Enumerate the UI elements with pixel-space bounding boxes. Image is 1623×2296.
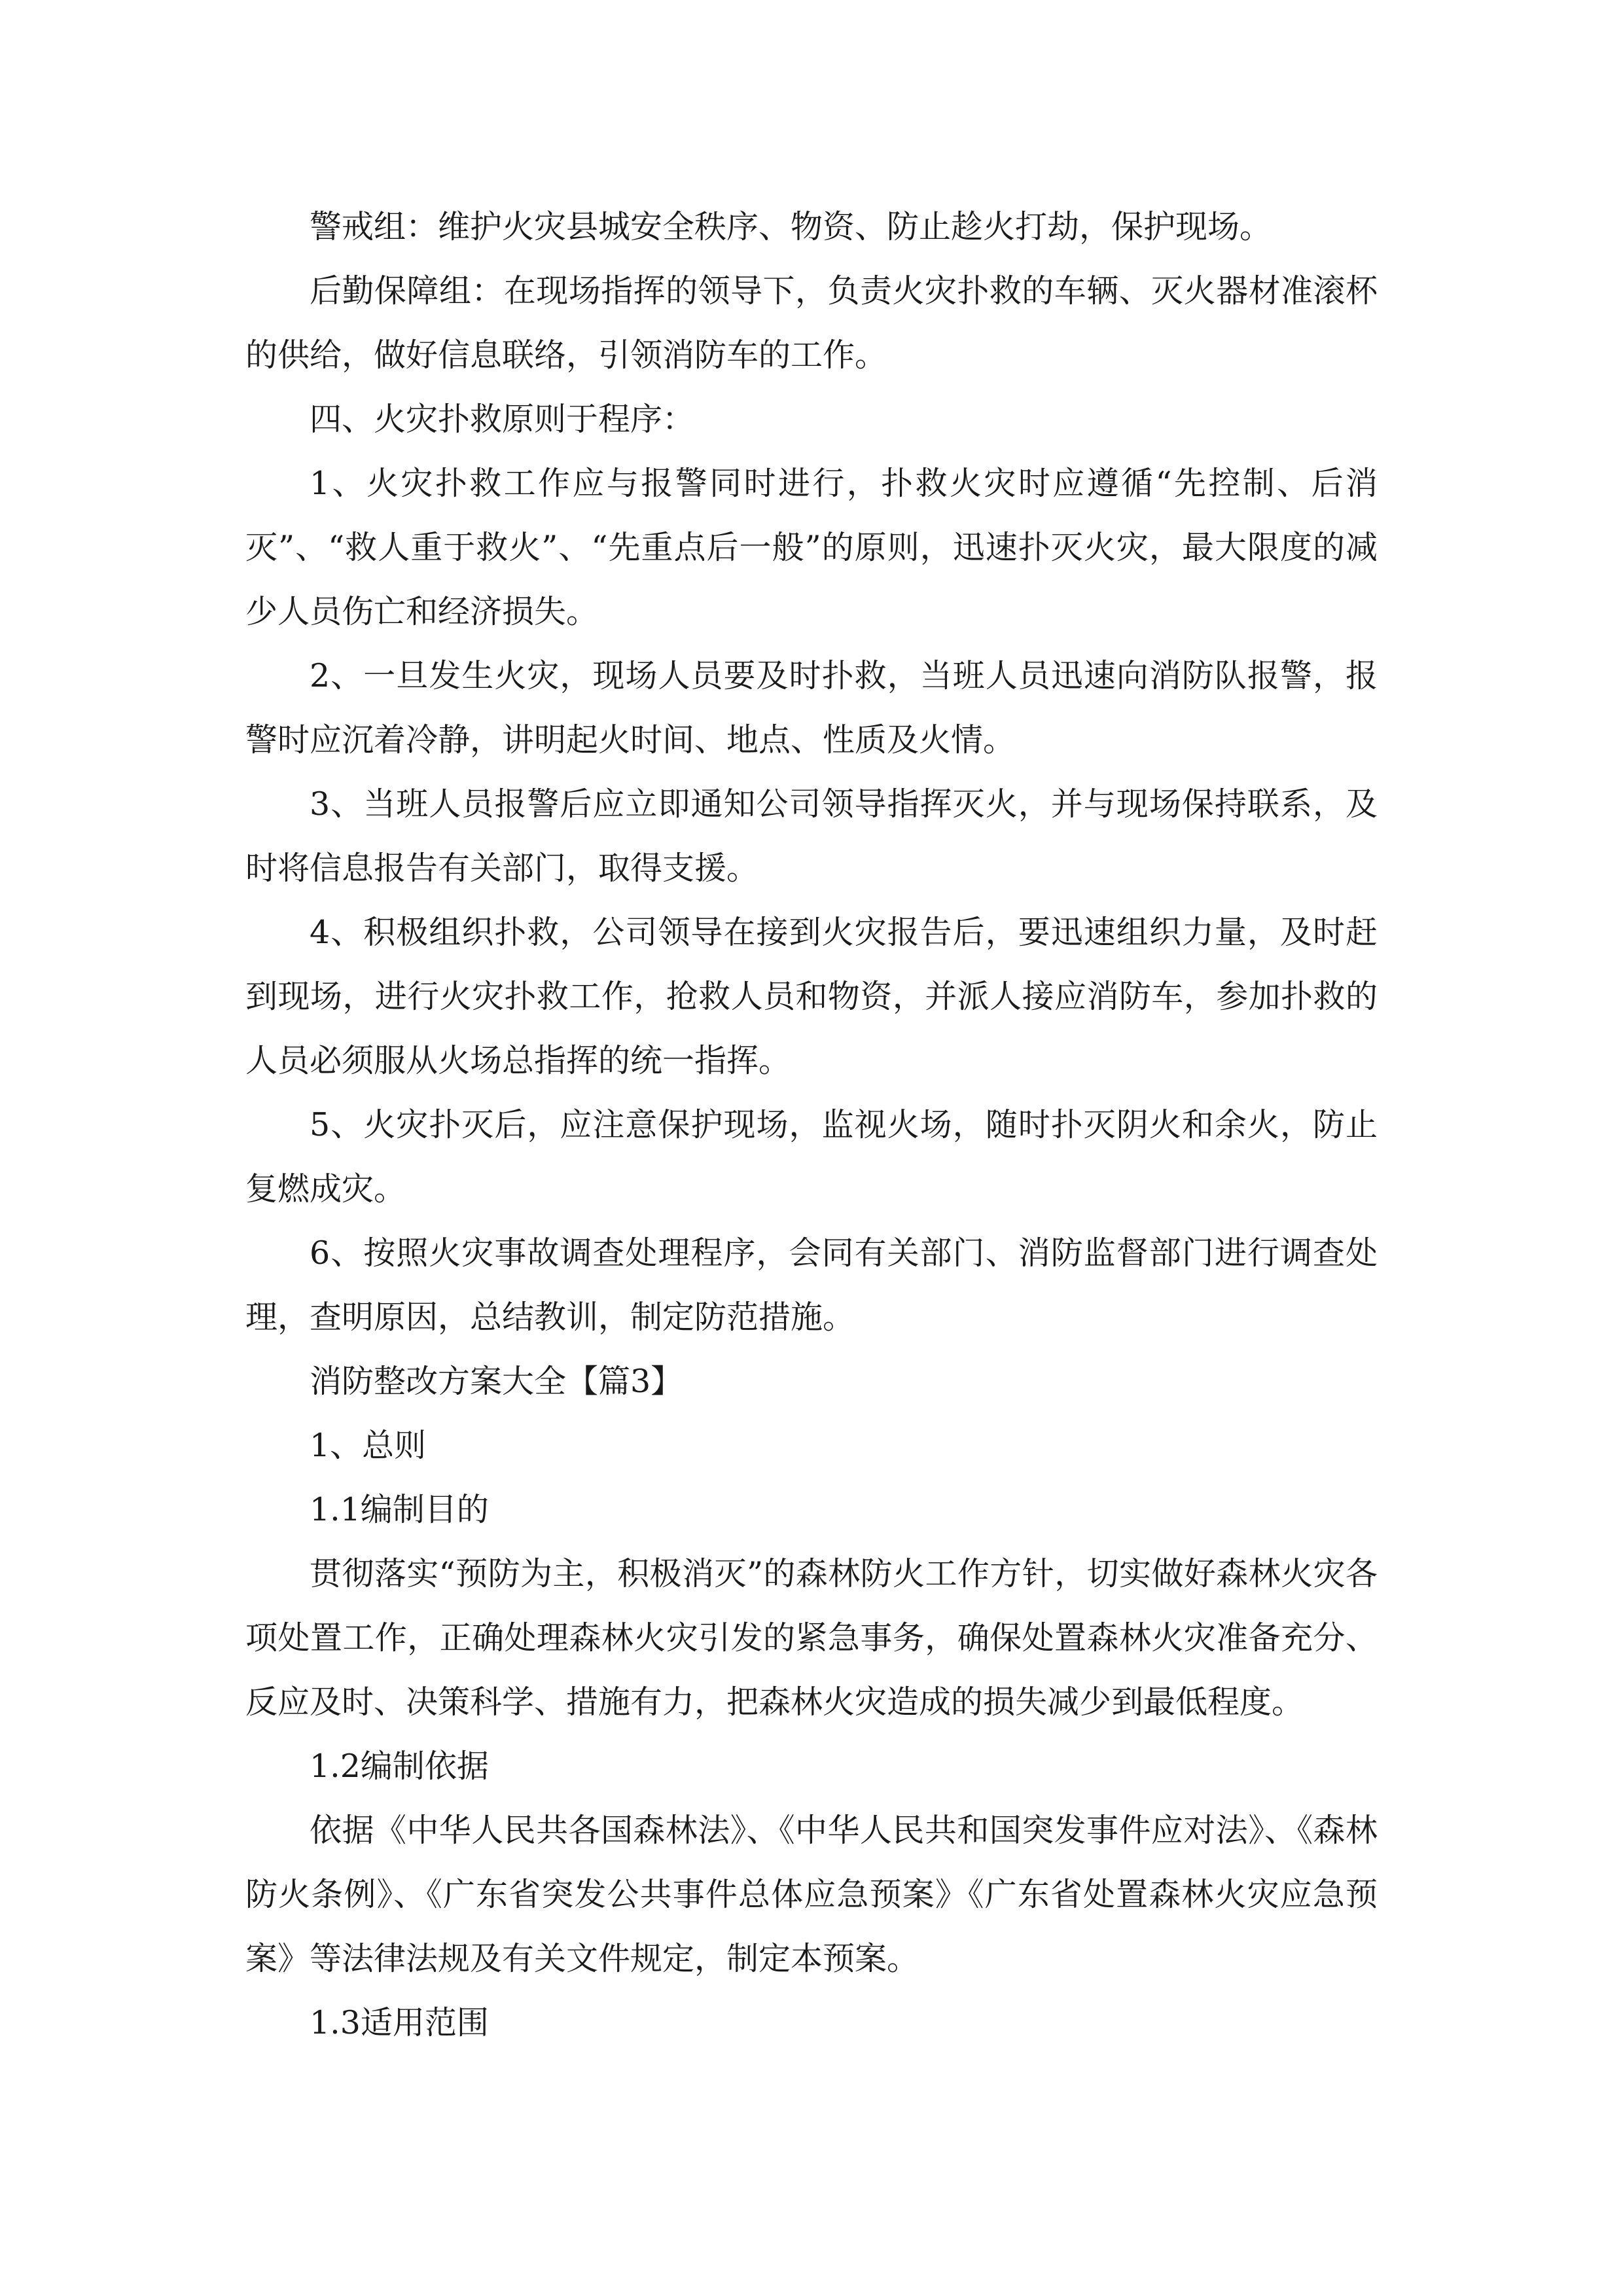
document-body bbox=[245, 195, 1378, 2055]
paragraph-item-2: 2、一旦发生火灾，现场人员要及时扑救，当班人员迅速向消防队报警，报警时应沉着冷静，讲明起火时间、地点、性质及火情。 bbox=[245, 657, 1378, 759]
heading-general-provisions: 1、总则 bbox=[310, 1427, 427, 1464]
heading-scope: 1.3适用范围 bbox=[310, 2004, 489, 2041]
paragraph-item-4: 4、积极组织扑救，公司领导在接到火灾报告后，要迅速组织力量，及时赶到现场，进行火灾扑救工作，抢救人员和物资，并派人接应消防车，参加扑救的人员必须服从火场总指挥的统一指挥。 bbox=[245, 914, 1378, 1079]
heading-purpose: 1.1编制目的 bbox=[310, 1491, 489, 1528]
paragraph-purpose: 贯彻落实“预防为主，积极消灭”的森林防火工作方针，切实做好森林火灾各项处置工作，正确处理森林火灾引发的紧急事务，确保处置森林火灾准备充分、反应及时、决策科学、措施有力，把森林火灾造成的损失减少到最低程度。 bbox=[245, 1555, 1378, 1721]
paragraph-guard-team: 警戒组：维护火灾县城安全秩序、物资、防止趁火打劫，保护现场。 bbox=[310, 208, 1272, 245]
paragraph-logistics-team: 后勤保障组：在现场指挥的领导下，负责火灾扑救的车辆、灭火器材准滚杯的供给，做好信息联络，引领消防车的工作。 bbox=[245, 272, 1378, 374]
paragraph-item-6: 6、按照火灾事故调查处理程序，会同有关部门、消防监督部门进行调查处理，查明原因，总结教训，制定防范措施。 bbox=[245, 1234, 1378, 1336]
paragraph-basis: 依据《中华人民共各国森林法》、《中华人民共和国突发事件应对法》、《森林防火条例》、《广东省突发公共事件总体应急预案》《广东省处置森林火灾应急预案》等法律法规及有关文件规定，制定本预案。 bbox=[245, 1812, 1378, 1977]
paragraph-item-5: 5、火灾扑灭后，应注意保护现场，监视火场，随时扑灭阴火和余火，防止复燃成灾。 bbox=[245, 1106, 1378, 1208]
paragraph-item-3: 3、当班人员报警后应立即通知公司领导指挥灭火，并与现场保持联系，及时将信息报告有关部门，取得支援。 bbox=[245, 785, 1378, 887]
article-title-part-3: 消防整改方案大全【篇3】 bbox=[310, 1363, 683, 1400]
heading-basis: 1.2编制依据 bbox=[310, 1748, 489, 1785]
paragraph-item-1: 1、火灾扑救工作应与报警同时进行，扑救火灾时应遵循“先控制、后消灭”、“救人重于救火”、“先重点后一般”的原则，迅速扑灭火灾，最大限度的减少人员伤亡和经济损失。 bbox=[245, 465, 1378, 630]
section-heading-principles: 四、火灾扑救原则于程序： bbox=[310, 401, 695, 438]
